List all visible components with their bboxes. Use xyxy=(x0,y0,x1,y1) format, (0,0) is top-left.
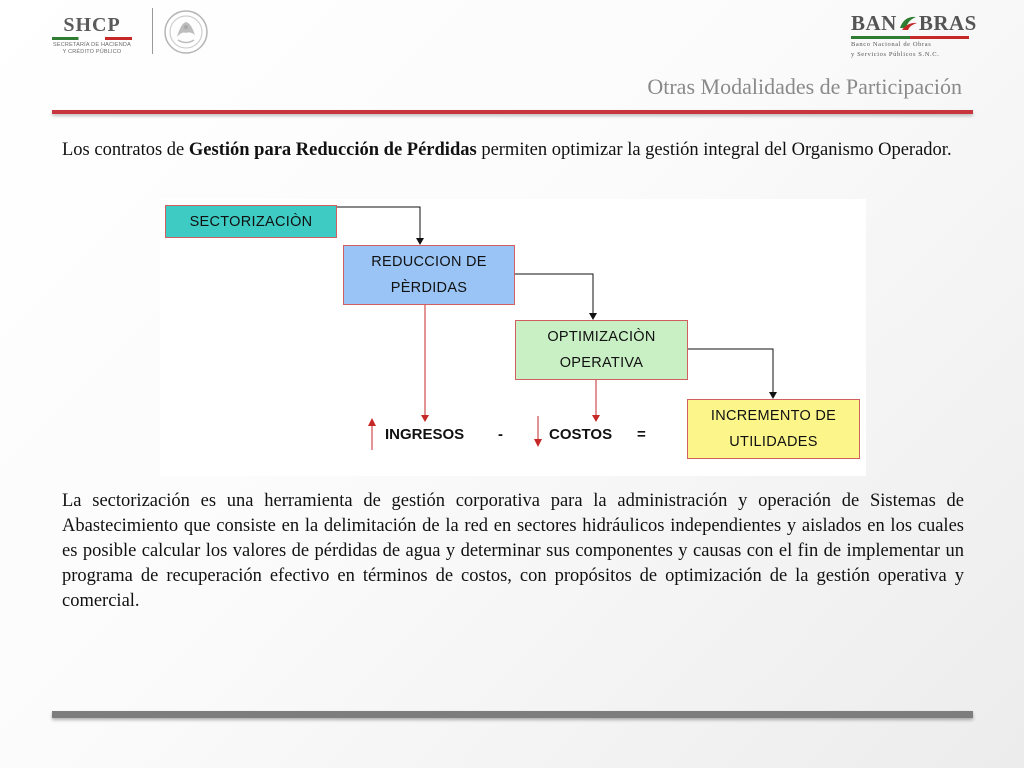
box-incremento-label-1: INCREMENTO DE xyxy=(710,408,837,424)
footer-rule xyxy=(52,711,973,718)
box-optimizacion-label-1: OPTIMIZACIÒN xyxy=(547,329,656,345)
banobras-logo-name xyxy=(851,12,976,34)
connector-reduccion-to-optimizacion xyxy=(515,274,593,319)
mexico-seal-icon xyxy=(163,9,209,55)
slide-title: Otras Modalidades de Participación xyxy=(647,74,962,99)
banobras-logo-subtitle-2: y Servicios Públicos S.N.C. xyxy=(851,51,940,58)
banobras-logo-rule xyxy=(851,36,969,39)
equation-costos: COSTOS xyxy=(549,426,613,443)
intro-text-before: Los contratos de xyxy=(62,140,189,160)
banobras-name-left: BAN xyxy=(851,11,897,35)
box-incremento-utilidades xyxy=(687,399,860,459)
loss-reduction-flow-diagram xyxy=(160,199,866,476)
title-accent-rule xyxy=(52,110,973,114)
shcp-logo-subtitle-2: Y CRÉDITO PÚBLICO xyxy=(62,49,122,55)
box-reduccion-label-1: REDUCCION DE xyxy=(371,254,487,270)
banobras-logo xyxy=(851,12,976,58)
banobras-name-right: BRAS xyxy=(918,11,977,35)
box-optimizacion-label-2: OPERATIVA xyxy=(559,355,644,371)
connector-optimizacion-to-incremento xyxy=(688,349,773,398)
shcp-logo-subtitle-1: SECRETARÍA DE HACIENDA xyxy=(53,42,131,48)
sectorization-paragraph: La sectorización es una herramienta de gestión corporativa para la administración y operación de Sistemas de Abastecimiento que consiste en la delimitación de la red en sectores hidráulicos independientes y aislados en los cuales es posible calcular los valores de pérdidas de agua y determinar sus componentes y causas con el fin de implementar un programa de recuperación efectivo en términos de costos, con propósitos de optimización de la gestión operativa y comercial. xyxy=(62,491,964,611)
intro-text-after: permiten optimizar la gestión integral del Organismo Operador. xyxy=(476,140,952,160)
box-reduccion-label-2: PÈRDIDAS xyxy=(390,280,468,296)
logo-divider xyxy=(152,8,153,54)
box-optimizacion-operativa xyxy=(515,320,688,380)
banobras-logo-subtitle-1: Banco Nacional de Obras xyxy=(851,41,932,48)
box-sectorizacion xyxy=(165,205,337,238)
connector-sector-to-reduccion xyxy=(337,207,420,244)
box-reduccion-perdidas xyxy=(343,245,515,305)
shcp-logo-tricolor-rule xyxy=(52,37,132,40)
box-incremento-label-2: UTILIDADES xyxy=(729,434,818,450)
intro-paragraph xyxy=(62,138,964,163)
box-sectorizacion-label: SECTORIZACIÒN xyxy=(189,213,313,230)
equation-minus: - xyxy=(498,426,503,443)
equation-ingresos: INGRESOS xyxy=(385,426,465,443)
banobras-mark-icon xyxy=(898,14,918,32)
shcp-logo-title: SHCP xyxy=(63,14,121,36)
shcp-logo xyxy=(52,14,142,58)
equation-equals: = xyxy=(637,426,646,443)
intro-text-bold: Gestión para Reducción de Pérdidas xyxy=(188,140,477,160)
